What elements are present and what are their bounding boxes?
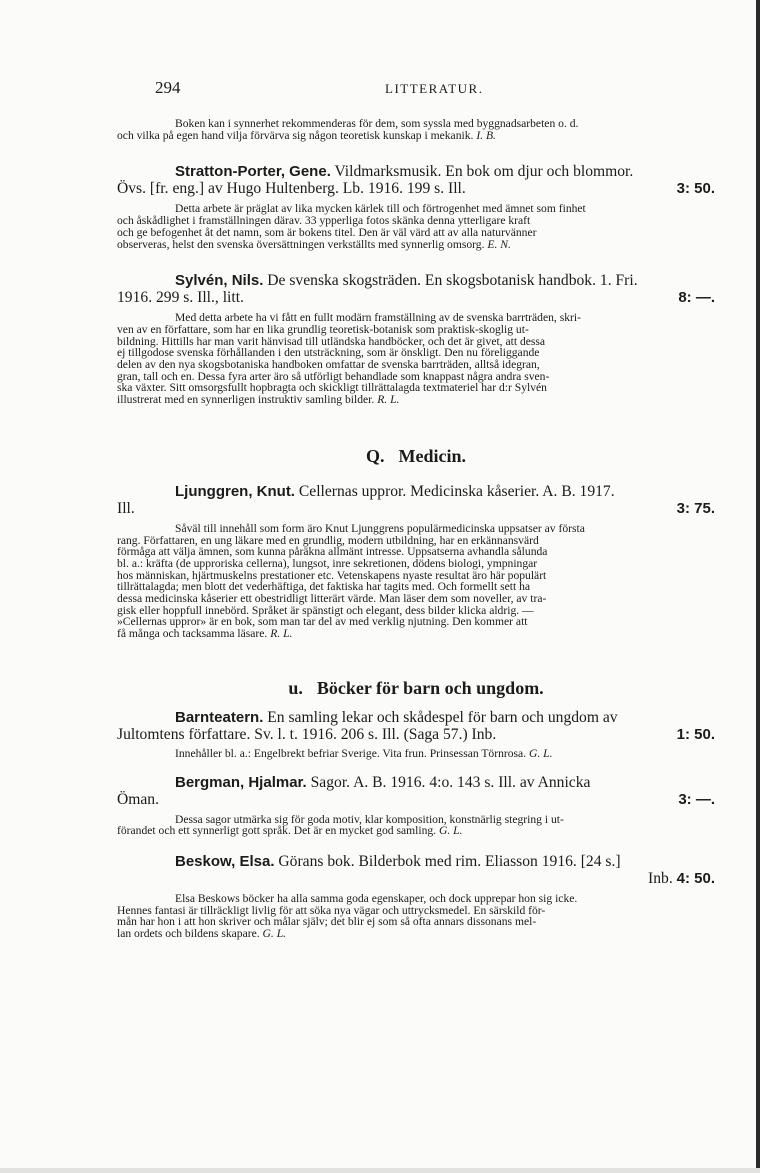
- text-line: tillrättalagda; men blott det vederhäftiga, det faktiska har tagits med. Och formellt sett ha: [117, 580, 531, 594]
- signature: R. L.: [377, 393, 400, 407]
- entry-line: [117, 709, 715, 726]
- section-title: Böcker för barn och ungdom.: [316, 677, 544, 698]
- text-line: hos människan, hjärtmuskelns prestationer etc. Vetenskapens nyaste resultat äro här populärt: [117, 568, 547, 582]
- entry-title: Vildmarksmusik. En bok om djur och blommor.: [334, 163, 634, 181]
- entry-price: 8: —.: [678, 289, 715, 307]
- signature: I. B.: [476, 128, 496, 142]
- text-line: Detta arbete är präglat av lika mycken kärlek till och förtrogenhet med ämnet som finhet: [175, 202, 586, 216]
- entry-line: [117, 180, 715, 197]
- section-heading-medicin: [117, 446, 715, 467]
- text-line-part: lan ordets och bildens skapare.: [117, 927, 260, 941]
- entry-author: Stratton-Porter, Gene.: [175, 163, 331, 181]
- text-line: bl. a.: kräfta (de upproriska cellerna), lungsot, inre sekretionen, dödens biologi, ympningar: [117, 556, 538, 570]
- text-line: [117, 239, 715, 251]
- text-line: ska växter. Sitt omsorgsfullt hopbragta och skickligt tillrättalagda textmateriel har d:r Sylvén: [117, 381, 547, 395]
- book-entry: [117, 853, 715, 887]
- entry-line: [117, 791, 715, 808]
- entry-line: [117, 870, 715, 887]
- text-line: Hennes fantasi är tillräckligt livlig för att söka nya vägar och uttrycksmedel. En särskild för-: [117, 903, 546, 917]
- page-bottom-edge: [0, 1168, 760, 1173]
- text-line: [117, 825, 715, 837]
- text-line: förmåga att välja ämnen, som kunna påräkna allmänt intresse. Uppsatserna avhandla sålunda: [117, 545, 548, 559]
- entry-imprint: Jultomtens författare. Sv. l. t. 1916. 206 s. Ill. (Saga 57.) Inb.: [117, 725, 497, 743]
- entry-price: 3: 50.: [676, 180, 715, 198]
- book-entry: [117, 163, 715, 197]
- entry-title: Görans bok. Bilderbok med rim. Eliasson 1916. [24 s.]: [278, 852, 621, 870]
- entry-line: [117, 272, 715, 289]
- book-entry: [117, 272, 715, 306]
- entry-price: 4: 50.: [676, 869, 715, 887]
- entry-author: Beskow, Elsa.: [175, 852, 275, 870]
- entry-line: [117, 726, 715, 743]
- book-entry: [117, 774, 715, 808]
- entry-price: 1: 50.: [676, 725, 715, 743]
- text-line: rang. Författaren, en ung läkare med en grundlig, modern utbildning, har en erkännansvärd: [117, 533, 539, 547]
- section-letter: Q.: [365, 445, 385, 466]
- page-header: [155, 78, 715, 100]
- review-paragraph: [117, 203, 715, 250]
- text-line-part: och vilka på egen hand vilja förvärva sig någon teoretisk kunskap i mekanik.: [117, 128, 474, 142]
- text-line: delen av den nya skogsbotaniska handboken omfattar de svenska barrträden, alltså idegran,: [117, 358, 540, 372]
- text-line: gisk eller hoppfull innebörd. Språket är spänstigt och elegant, dess bilder klicka aldrig. —: [117, 603, 534, 617]
- signature: E. N.: [487, 237, 511, 251]
- text-line: Dessa sagor utmärka sig för goda motiv, klar komposition, konstnärlig stegring i ut-: [175, 812, 564, 826]
- signature: G. L.: [262, 927, 287, 941]
- text-line: Såväl till innehåll som form äro Knut Ljunggrens populärmedicinska uppsatser av första: [175, 521, 585, 535]
- entry-title: Cellernas uppror. Medicinska kåserier. A. B. 1917.: [298, 482, 615, 500]
- page-number: 294: [155, 78, 181, 97]
- entry-imprint: Inb.: [648, 869, 673, 887]
- entry-line: [117, 483, 715, 500]
- review-paragraph: [117, 893, 715, 940]
- book-entry: [117, 709, 715, 743]
- running-head: LITTERATUR.: [385, 81, 484, 96]
- review-paragraph: [117, 748, 715, 760]
- section-heading-barn-och-ungdom: [117, 678, 715, 699]
- text-line: [117, 748, 715, 760]
- text-line: dessa medicinska kåserier ett obestridligt litterärt värde. Man läser dem som noveller, av tra-: [117, 592, 547, 606]
- text-line-part: illustrerat med en synnerligen instruktiv samling bilder.: [117, 393, 375, 407]
- entry-title: En samling lekar och skådespel för barn och ungdom av: [267, 708, 618, 726]
- entry-price: 3: 75.: [676, 499, 715, 517]
- text-line: gran, tall och en. Dessa fyra arter äro så utförligt behandlade som knappast några andra sven-: [117, 369, 550, 383]
- entry-imprint: Ill.: [117, 499, 135, 517]
- text-line: ven av en författare, som har en lika grundlig teoretisk-botanisk som praktisk-skoglig ut-: [117, 322, 529, 336]
- entry-title: Sagor. A. B. 1916. 4:o. 143 s. Ill. av Annicka: [310, 773, 591, 791]
- entry-imprint: 1916. 299 s. Ill., litt.: [117, 289, 244, 307]
- text-line-part: observeras, helst den svenska översättningen verkställts med synnerlig omsorg.: [117, 237, 485, 251]
- text-line: [117, 928, 715, 940]
- text-line: [117, 394, 715, 406]
- signature: G. L.: [529, 746, 553, 760]
- entry-title: De svenska skogsträden. En skogsbotanisk handbok. 1. Fri.: [267, 272, 638, 290]
- text-line: Med detta arbete ha vi fått en fullt modärn framställning av de svenska barrträden, skri-: [175, 311, 581, 325]
- entry-author: Barnteatern.: [175, 708, 264, 726]
- entry-author: Bergman, Hjalmar.: [175, 773, 307, 791]
- entry-line: [117, 163, 715, 180]
- text-line: »Cellernas uppror» är en bok, som man tar del av med verklig njutning. Den kommer att: [117, 615, 528, 629]
- entry-imprint: Övs. [fr. eng.] av Hugo Hultenberg. Lb. 1916. 199 s. Ill.: [117, 180, 466, 198]
- book-entry: [117, 483, 715, 517]
- review-paragraph: [117, 814, 715, 837]
- signature: R. L.: [270, 627, 293, 641]
- entry-imprint: Öman.: [117, 790, 160, 808]
- text-line-part: förandet och ett synnerligt gott språk. Det är en mycket god samling.: [117, 824, 437, 838]
- text-line: och åskådlighet i framställningen därav. 33 ypperliga fotos skänka denna ytterligare kraft: [117, 214, 531, 228]
- text-line: Elsa Beskows böcker ha alla samma goda egenskaper, och dock upprepar hon sig icke.: [175, 891, 578, 905]
- section-letter: u.: [288, 677, 303, 698]
- entry-line: [117, 289, 715, 306]
- page-content: [117, 118, 715, 940]
- entry-price: 3: —.: [678, 790, 715, 808]
- text-line: bildning. Hittills har man varit hänvisad till utländska handböcker, och det är givet, att dessa: [117, 334, 546, 348]
- entry-line: [117, 853, 715, 870]
- entry-line: [117, 774, 715, 791]
- text-line: mån har hon i att hon skriver och målar själv; det blir ej som så ofta annars dissonans mel-: [117, 915, 537, 929]
- text-line-part: få många och tacksamma läsare.: [117, 627, 268, 641]
- section-title: Medicin.: [398, 445, 466, 466]
- entry-author: Sylvén, Nils.: [175, 272, 264, 290]
- review-paragraph: [117, 312, 715, 406]
- page-edge-shadow: [756, 0, 760, 1173]
- text-line: Boken kan i synnerhet rekommenderas för dem, som syssla med byggnadsarbeten o. d.: [175, 117, 579, 130]
- text-line: ej tillgodose svenska förhållanden i den utsträckning, som är önskligt. Den nu föreliggande: [117, 346, 540, 360]
- entry-author: Ljunggren, Knut.: [175, 482, 295, 500]
- text-line: [117, 130, 715, 142]
- text-line: [117, 628, 715, 640]
- text-line-part: Innehåller bl. a.: Engelbrekt befriar Sverige. Vita frun. Prinsessan Törnrosa.: [175, 746, 527, 760]
- review-paragraph: [117, 523, 715, 640]
- intro-paragraph: [117, 118, 715, 141]
- entry-line: [117, 500, 715, 517]
- signature: G. L.: [438, 824, 463, 838]
- text-line: och ge befogenhet åt det namn, som är bokens titel. Den är väl värd att av alla naturvänner: [117, 225, 537, 239]
